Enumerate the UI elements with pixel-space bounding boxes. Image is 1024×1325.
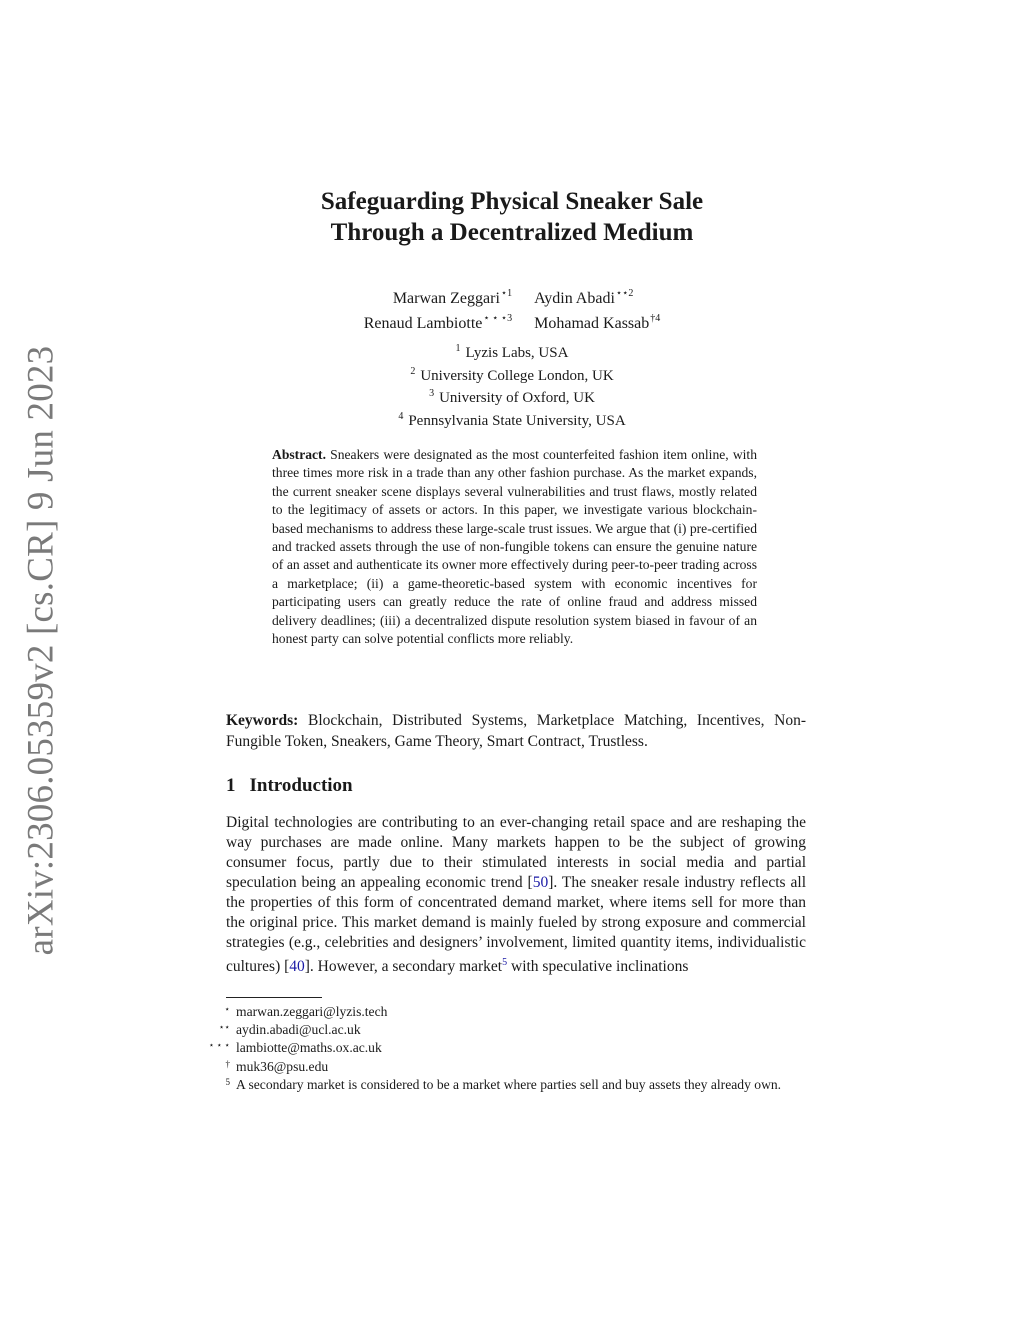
footnote-mark: † [225,1058,230,1069]
keywords-label: Keywords: [226,712,299,729]
arxiv-identifier [6,345,76,955]
author-name: Mohamad Kassab [534,315,650,332]
section-number: 1 [226,775,236,796]
footnote-mark: 5 [225,1076,230,1087]
author-1 [364,284,512,309]
paper-title-line-2: Through a Decentralized Medium [330,219,694,246]
footnote-text: aydin.abadi@ucl.ac.uk [236,1022,361,1038]
author-mark: †4 [650,313,661,324]
intro-text-part-4: with speculative inclinations [507,958,689,975]
footnote-text: A secondary market is considered to be a market where parties sell and buy assets they already own. [236,1076,782,1092]
affiliation-2 [0,363,1024,386]
affiliation-4 [0,408,1024,431]
intro-text-part-3: ]. However, a secondary market [304,958,503,975]
footnote-item [206,1003,806,1021]
footnote-item [206,1021,806,1039]
introduction-paragraph [226,813,806,977]
footnote-item [206,1076,806,1094]
footnote-text: marwan.zeggari@lyzis.tech [236,1004,388,1019]
footnote-reference-5[interactable]: 5 [502,957,508,968]
intro-text-part-1: Digital technologies are contributing to an ever-changing retail space and are reshaping the way purchases are made online. Many markets happen to be the subject of growing consumer focus, partly due to their stimulated interests in social media and partial speculation being an appealing economic trend [ [226,814,806,891]
paper-title [0,186,1024,248]
footnote-mark: ⋆ [224,1004,230,1014]
author-4 [534,309,660,334]
footnote-mark: ⋆ ⋆ ⋆ [208,1040,230,1051]
author-name: Marwan Zeggari [392,290,500,307]
keywords [226,711,806,752]
footnote-text: muk36@psu.edu [236,1058,329,1074]
author-name: Renaud Lambiotte [363,315,483,332]
intro-text-part-2: ]. The sneaker resale industry reflects all the properties of this form of concentrated demand market, where items sell for more than the original price. This market demand is mainly fueled by strong exposure and commercial strategies (e.g., celebrities and designers’ involvement, limited quantity items, individualistic cultures) [ [226,874,806,975]
keywords-text: Blockchain, Distributed Systems, Marketplace Matching, Incentives, Non-Fungible Token, Sneakers, Game Theory, Smart Contract, Trustless. [226,712,807,750]
affiliation-number: 3 [429,388,435,399]
citation-link-50[interactable]: 50 [532,874,549,891]
author-list [0,284,1024,334]
section-title: Introduction [249,775,353,796]
affiliation-number: 4 [398,410,404,422]
footnote-item [206,1058,806,1076]
affiliation-name: Lyzis Labs, USA [465,345,569,361]
affiliation-name: University College London, UK [420,367,614,384]
paper-title-line-1: Safeguarding Physical Sneaker Sale [320,188,704,215]
author-mark: ⋆⋆2 [615,288,634,299]
arxiv-identifier-text: arXiv:2306.05359v2 [cs.CR] 9 Jun 2023 [20,345,62,955]
footnote-list [206,1003,806,1094]
footnote-mark: ⋆⋆ [218,1022,230,1033]
affiliation-number: 1 [455,343,461,354]
author-name: Aydin Abadi [534,290,615,307]
affiliation-name: Pennsylvania State University, USA [408,412,626,429]
abstract-label: Abstract. [272,447,326,462]
abstract-text: Sneakers were designated as the most counterfeited fashion item online, with three times more risk in a trade than any other fashion purchase. As the market expands, the current sneaker scene displays several vulnerabilities and trust flaws, mostly related to the legitimacy of assets or actors. In this paper, we investigate various blockchain-based mechanisms to address these large-scale trust issues. We argue that (i) pre-certified and tracked assets through the use of non-fungible tokens can ensure the genuine nature of an asset and authenticate its owner more effectively during peer-to-peer trading across a marketplace; (ii) a game-theoretic-based system with economic incentives for participating users can greatly reduce the rate of online fraud and address missed delivery deadlines; (iii) a decentralized dispute resolution system biased in favour of an honest party can solve potential conflicts more reliably. [272,447,757,647]
author-mark: ⋆ ⋆ ⋆3 [483,313,513,324]
footnote-text: lambiotte@maths.ox.ac.uk [236,1040,382,1056]
citation-link-40[interactable]: 40 [289,958,305,975]
affiliation-name: University of Oxford, UK [439,390,595,406]
affiliation-3 [0,385,1024,408]
affiliation-list [0,340,1024,430]
author-mark: ⋆1 [500,288,513,299]
affiliation-1 [0,340,1024,363]
author-3 [364,309,512,334]
section-heading-introduction [226,775,353,797]
abstract [272,446,757,648]
affiliation-number: 2 [410,365,416,377]
footnote-divider [226,997,322,998]
author-2 [534,284,660,309]
footnote-item [206,1039,806,1057]
